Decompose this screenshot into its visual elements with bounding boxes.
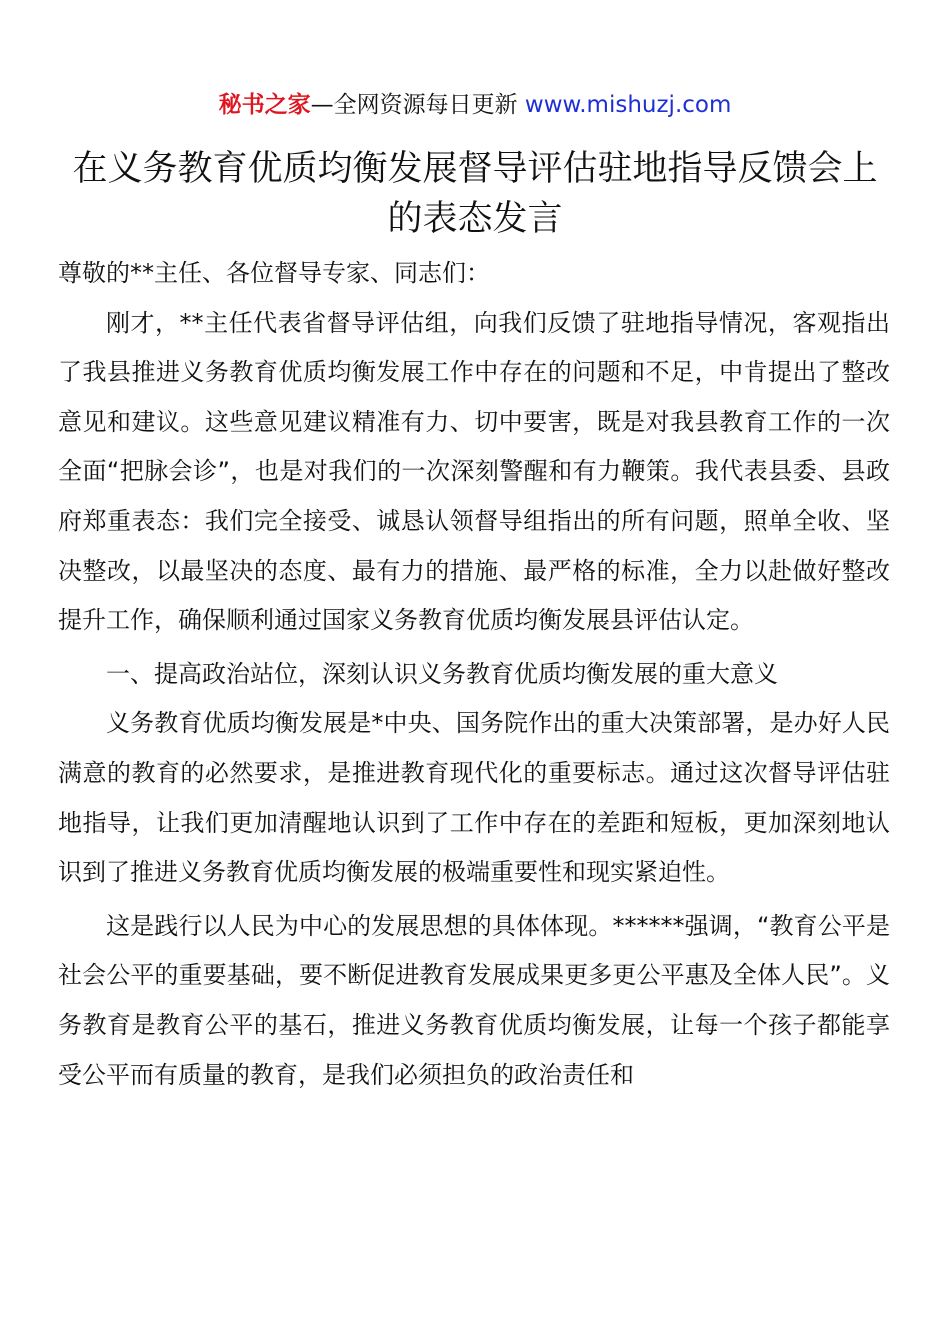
paragraph-significance: 义务教育优质均衡发展是*中央、国务院作出的重大决策部署，是办好人民满意的教育的必然要求，是推进教育现代化的重要标志。通过这次督导评估驻地指导，让我们更加清醒地认识到了工作中存在的差距和短板，更加深刻地认识到了推进义务教育优质均衡发展的极端重要性和现实紧迫性。 [58,709,890,887]
paragraph-intro: 刚才，**主任代表省督导评估组，向我们反馈了驻地指导情况，客观指出了我县推进义务教育优质均衡发展工作中存在的问题和不足，中肯提出了整改意见和建议。这些意见建议精准有力、切中要害，既是对我县教育工作的一次全面“把脉会诊”，也是对我们的一次深刻警醒和有力鞭策。我代表县委、县政府郑重表态：我们完全接受、诚恳认领督导组指出的所有问题，照单全收、坚决整改，以最坚决的态度、最有力的措施、最严格的标准，全力以赴做好整改提升工作，确保顺利通过国家义务教育优质均衡发展县评估认定。 [58,308,890,635]
salutation: 尊敬的**主任、各位督导专家、同志们： [58,259,490,287]
paragraph-people-centered: 这是践行以人民为中心的发展思想的具体体现。******强调，“教育公平是社会公平的重要基础，要不断促进教育发展成果更多更公平惠及全体人民”。义务教育是教育公平的基石，推进义务教育优质均衡发展，让每一个孩子都能享受公平而有质量的教育，是我们必须担负的政治责任和 [58,911,890,1089]
document-title: 在义务教育优质均衡发展督导评估驻地指导反馈会上的表态发言 [72,149,878,239]
document-body [58,249,890,1100]
site-banner [0,88,950,122]
section-heading: 一、提高政治站位，深刻认识义务教育优质均衡发展的重大意义 [106,659,778,688]
brand-name: 秘书之家 [218,92,311,118]
site-url[interactable]: www.mishuzj.com [524,92,732,118]
banner-tagline: —全网资源每日更新 [310,92,518,118]
